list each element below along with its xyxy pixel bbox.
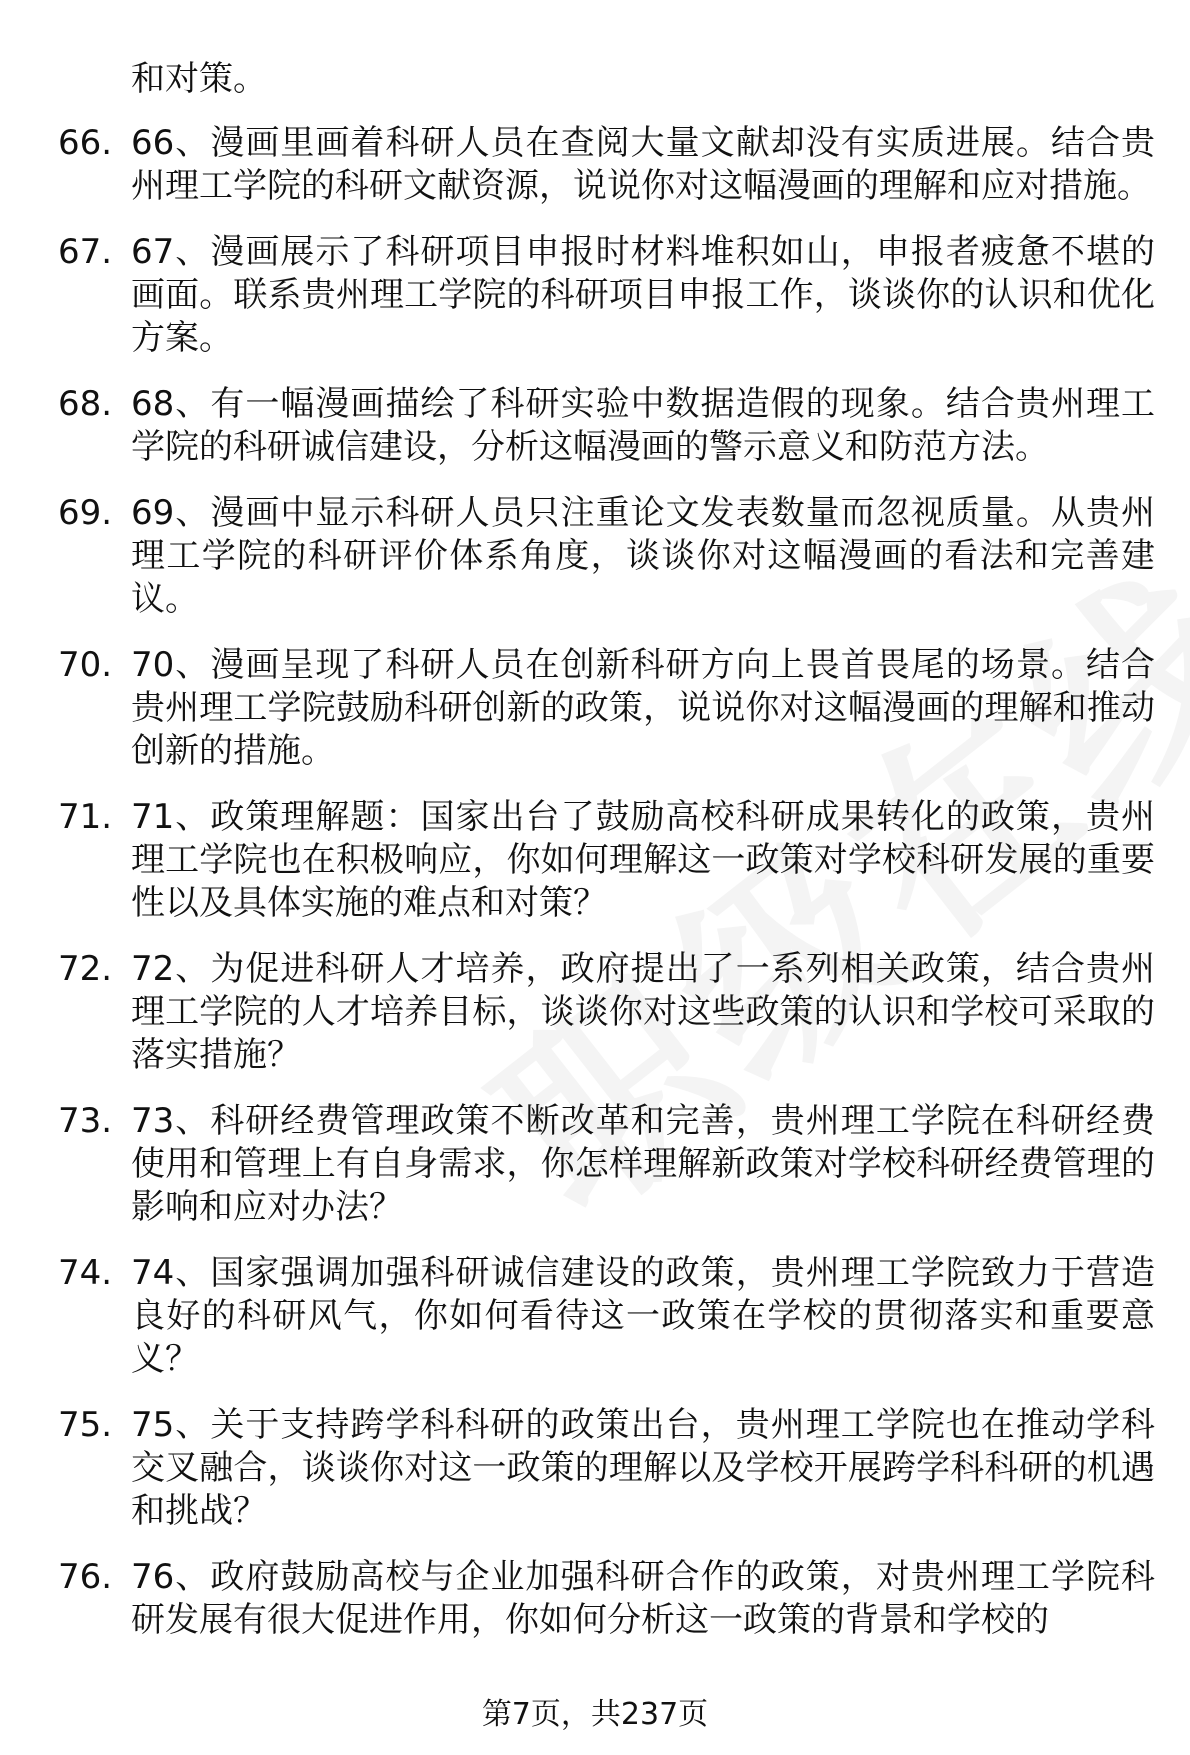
question-text: 73、科研经费管理政策不断改革和完善，贵州理工学院在科研经费使用和管理上有自身需求，你怎样理解新政策对学校科研经费管理的影响和应对办法？: [131, 1101, 1155, 1227]
question-text: 76、政府鼓励高校与企业加强科研合作的政策，对贵州理工学院科研发展有很大促进作用，你如何分析这一政策的背景和学校的: [131, 1557, 1155, 1640]
page-number-label: 第7页，共237页: [481, 1697, 709, 1732]
continued-text: 和对策。: [131, 59, 267, 99]
list-item: [0, 796, 1190, 925]
question-number: 66.: [58, 123, 113, 163]
question-text: 67、漫画展示了科研项目申报时材料堆积如山，申报者疲惫不堪的画面。联系贵州理工学院的科研项目申报工作，谈谈你的认识和优化方案。: [131, 232, 1155, 358]
question-number: 69.: [58, 493, 113, 533]
list-item: [0, 1252, 1190, 1381]
question-number: 70.: [58, 645, 113, 685]
question-text: 72、为促进科研人才培养，政府提出了一系列相关政策，结合贵州理工学院的人才培养目标，谈谈你对这些政策的认识和学校可采取的落实措施？: [131, 949, 1155, 1075]
question-number: 72.: [58, 949, 113, 989]
question-number: 75.: [58, 1405, 113, 1445]
question-text: 68、有一幅漫画描绘了科研实验中数据造假的现象。结合贵州理工学院的科研诚信建设，分析这幅漫画的警示意义和防范方法。: [131, 384, 1155, 467]
question-number: 73.: [58, 1101, 113, 1141]
list-item: [0, 122, 1190, 208]
list-item: [0, 644, 1190, 773]
question-text: 71、政策理解题：国家出台了鼓励高校科研成果转化的政策，贵州理工学院也在积极响应，你如何理解这一政策对学校科研发展的重要性以及具体实施的难点和对策？: [131, 797, 1155, 923]
list-item: [0, 1100, 1190, 1229]
list-item: [0, 231, 1190, 360]
question-number: 67.: [58, 232, 113, 272]
question-number: 76.: [58, 1557, 113, 1597]
question-number: 71.: [58, 797, 113, 837]
page-footer: [0, 1695, 1190, 1735]
question-text: 70、漫画呈现了科研人员在创新科研方向上畏首畏尾的场景。结合贵州理工学院鼓励科研创新的政策，说说你对这幅漫画的理解和推动创新的措施。: [131, 645, 1155, 771]
list-item: [0, 1404, 1190, 1533]
question-number: 68.: [58, 384, 113, 424]
question-text: 69、漫画中显示科研人员只注重论文发表数量而忽视质量。从贵州理工学院的科研评价体系角度，谈谈你对这幅漫画的看法和完善建议。: [131, 493, 1155, 619]
question-list: [0, 122, 1190, 1665]
question-text: 66、漫画里画着科研人员在查阅大量文献却没有实质进展。结合贵州理工学院的科研文献资源，说说你对这幅漫画的理解和应对措施。: [131, 123, 1155, 206]
list-item: [0, 1556, 1190, 1642]
list-item: [0, 492, 1190, 621]
list-item: [0, 383, 1190, 469]
question-text: 74、国家强调加强科研诚信建设的政策，贵州理工学院致力于营造良好的科研风气，你如何看待这一政策在学校的贯彻落实和重要意义？: [131, 1253, 1155, 1379]
list-item: [0, 948, 1190, 1077]
question-text: 75、关于支持跨学科科研的政策出台，贵州理工学院也在推动学科交叉融合，谈谈你对这一政策的理解以及学校开展跨学科科研的机遇和挑战？: [131, 1405, 1155, 1531]
question-number: 74.: [58, 1253, 113, 1293]
